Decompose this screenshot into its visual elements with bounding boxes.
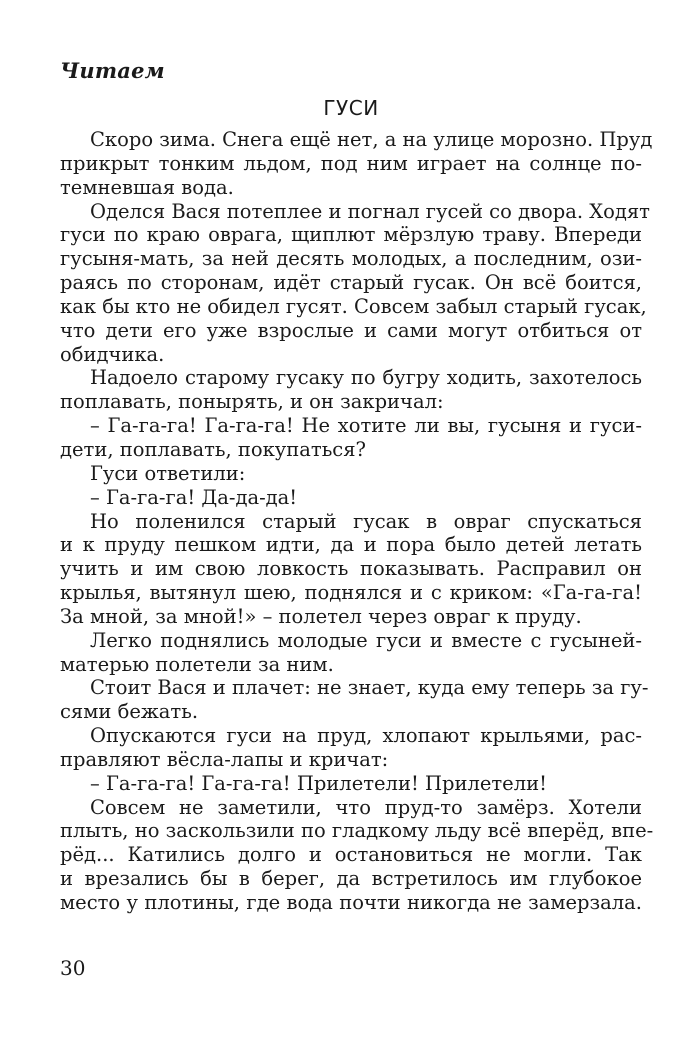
text-line: плыть, но заскользили по гладкому льду всё вперёд, впе- xyxy=(60,819,654,843)
text-line: Гуси ответили: xyxy=(90,461,246,485)
text-line: Скоро зима. Снега ещё нет, а на улице морозно. Пруд xyxy=(90,128,653,151)
text-line: крылья, вытянул шею, поднялся и с криком: «Га-га-га! xyxy=(60,581,642,605)
text-line: гусыня-мать, за ней десять молодых, а последним, ози- xyxy=(60,247,642,271)
text-line: раясь по сторонам, идёт старый гусак. Он всё боится, xyxy=(60,271,642,295)
text-line: и врезались бы в берег, да встретилось им глубокое xyxy=(60,867,642,891)
text-line: Но поленился старый гусак в овраг спускаться xyxy=(90,509,642,533)
text-line: обидчика. xyxy=(60,342,165,366)
text-line: учить и им свою ловкость показывать. Расправил он xyxy=(60,557,642,581)
text-line: как бы кто не обидел гусят. Совсем забыл старый гусак, xyxy=(60,294,647,318)
text-line: – Га-га-га! Да-да-да! xyxy=(90,485,298,509)
text-line: правляют вёсла-лапы и кричат: xyxy=(60,747,389,771)
text-line: Совсем не заметили, что пруд-то замёрз. Хотели xyxy=(90,795,642,819)
text-line: Надоело старому гусаку по бугру ходить, захотелось xyxy=(90,366,642,390)
text-line: За мной, за мной!» – полетел через овраг к пруду. xyxy=(60,604,582,628)
story-title: ГУСИ xyxy=(323,96,379,120)
text-line: дети, поплавать, покупаться? xyxy=(60,437,366,461)
text-line: Стоит Вася и плачет: не знает, куда ему теперь за гу- xyxy=(90,676,649,700)
text-line: что дети его уже взрослые и сами могут отбиться от xyxy=(60,318,642,342)
text-line: поплавать, понырять, и он закричал: xyxy=(60,390,444,414)
page-number: 30 xyxy=(60,956,86,980)
text-line: темневшая вода. xyxy=(60,175,234,199)
text-line: и к пруду пешком идти, да и пора было детей летать xyxy=(60,533,642,557)
story-text xyxy=(60,128,654,915)
text-line: матерью полетели за ним. xyxy=(60,652,334,676)
text-line: рёд... Катились долго и остановиться не могли. Так xyxy=(60,843,642,867)
text-line: сями бежать. xyxy=(60,700,199,724)
text-line: – Га-га-га! Га-га-га! Прилетели! Прилетели! xyxy=(90,771,547,795)
text-line: – Га-га-га! Га-га-га! Не хотите ли вы, гусыня и гуси- xyxy=(90,414,642,438)
text-line: Легко поднялись молодые гуси и вместе с гусыней- xyxy=(90,628,642,652)
text-line: гуси по краю оврага, щиплют мёрзлую траву. Впереди xyxy=(60,223,642,247)
text-line: прикрыт тонким льдом, под ним играет на солнце по- xyxy=(60,151,642,175)
text-line: Оделся Вася потеплее и погнал гусей со двора. Ходят xyxy=(90,199,650,223)
section-label: Читаем xyxy=(60,58,165,83)
text-line: Опускаются гуси на пруд, хлопают крыльями, рас- xyxy=(90,724,642,748)
text-line: место у плотины, где вода почти никогда не замерзала. xyxy=(60,891,642,914)
